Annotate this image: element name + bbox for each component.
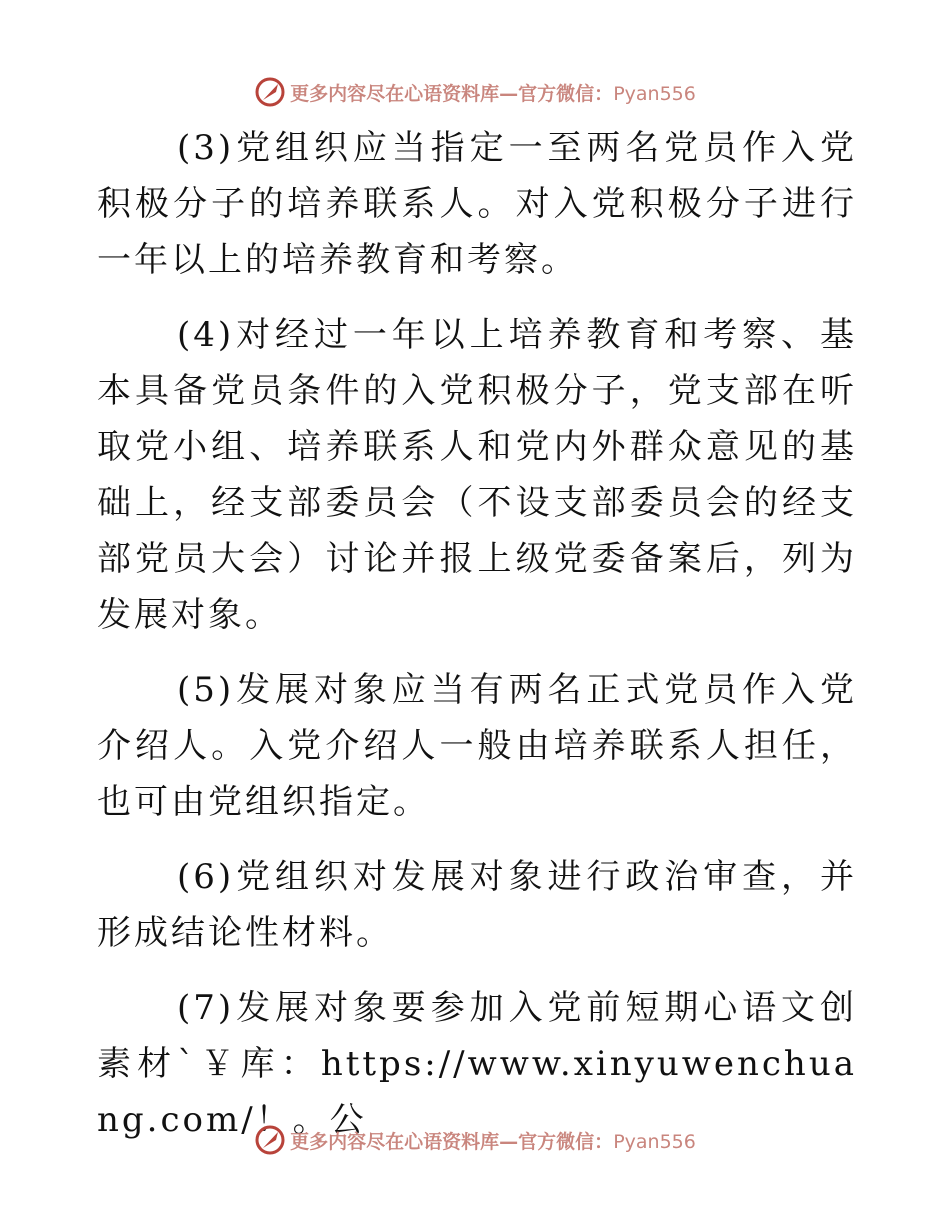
paragraph-3: (3)党组织应当指定一至两名党员作入党积极分子的培养联系人。对入党积极分子进行一年以上的培养教育和考察。	[97, 128, 857, 280]
quill-circle-icon	[254, 76, 286, 108]
banner-text: 更多内容尽在心语资料库—官方微信：Pyan556	[290, 1130, 696, 1153]
header-banner	[0, 72, 950, 112]
paragraph-4: (4)对经过一年以上培养教育和考察、基本具备党员条件的入党积极分子，党支部在听取党小组、培养联系人和党内外群众意见的基础上，经支部委员会（不设支部委员会的经支部党员大会）讨论并报上级党委备案后，列为发展对象。	[97, 315, 857, 635]
paragraph-7: (7)发展对象要参加入党前短期心语文创素材`￥库：https://www.xinyuwenchuang.com/！。公	[97, 988, 857, 1140]
footer-banner	[0, 1120, 950, 1160]
banner-text: 更多内容尽在心语资料库—官方微信：Pyan556	[290, 82, 696, 105]
quill-circle-icon	[254, 1124, 286, 1156]
document-body	[97, 120, 857, 1167]
paragraph-6: (6)党组织对发展对象进行政治审查，并形成结论性材料。	[97, 857, 857, 953]
paragraph-5: (5)发展对象应当有两名正式党员作入党介绍人。入党介绍人一般由培养联系人担任，也可由党组织指定。	[97, 670, 857, 822]
